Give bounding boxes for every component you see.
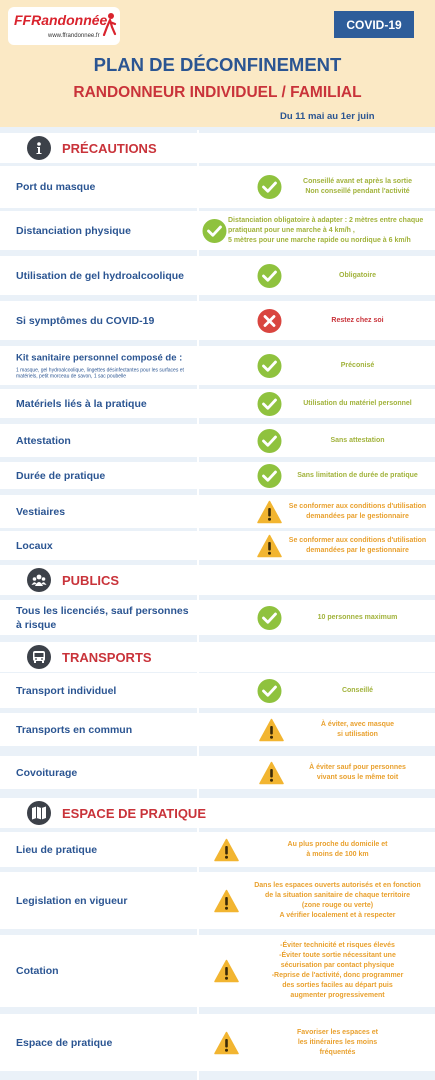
row-label — [16, 224, 197, 238]
section-header-espace — [0, 798, 435, 828]
row-label — [16, 604, 197, 632]
ffrandonnee-logo[interactable] — [8, 7, 120, 45]
row-label-text: Matériels liés à la pratique — [16, 397, 147, 410]
row-label-text: Transports en commun — [16, 723, 133, 736]
check-icon — [257, 353, 282, 378]
warning-icon — [259, 717, 284, 742]
warning-icon — [257, 533, 282, 558]
row-status-text: À éviter, avec masque si utilisation — [320, 720, 395, 738]
row-label — [16, 505, 197, 519]
check-icon — [202, 218, 227, 243]
table-row — [0, 211, 435, 250]
section-title: PUBLICS — [62, 573, 120, 588]
row-label-text: Distanciation physique — [16, 224, 131, 237]
table-row — [0, 301, 435, 340]
row-label-text: Attestation — [16, 434, 71, 447]
table-row — [0, 600, 435, 635]
table-row — [0, 713, 435, 746]
header-banner — [0, 0, 435, 127]
row-status-text: 10 personnes maximum — [317, 613, 398, 621]
row-label — [16, 180, 197, 194]
check-icon — [257, 391, 282, 416]
row-label — [16, 843, 197, 857]
row-label-text: Locaux — [16, 539, 53, 552]
map-icon — [27, 801, 51, 825]
table-row — [0, 424, 435, 457]
logo-url: www.ffrandonnee.fr — [48, 33, 100, 39]
row-label-text: Vestiaires — [16, 505, 66, 518]
row-label — [16, 314, 197, 328]
row-status-text: Sans attestation — [330, 436, 385, 444]
section-header-precautions — [0, 133, 435, 163]
table-row — [0, 166, 435, 208]
warning-icon — [214, 888, 239, 913]
table-row — [0, 756, 435, 789]
section-header-publics — [0, 565, 435, 595]
section-title: TRANSPORTS — [62, 650, 152, 665]
row-label-text: Cotation — [16, 965, 59, 977]
row-label-text: Durée de pratique — [16, 469, 106, 482]
table-row — [0, 872, 435, 929]
covid-badge: COVID-19 — [334, 11, 414, 38]
check-icon — [257, 263, 282, 288]
check-icon — [257, 463, 282, 488]
check-icon — [257, 428, 282, 453]
row-status-text: Favoriser les espaces et les itinéraires les moins fréquentés — [297, 1028, 378, 1056]
row-label — [16, 351, 197, 380]
row-label — [16, 469, 197, 483]
row-label — [16, 766, 197, 780]
row-label — [16, 723, 197, 737]
row-status-text: Au plus proche du domicile et à moins de 100 km — [287, 840, 388, 858]
logo-name: FFRandonnée — [14, 12, 108, 28]
page-title: PLAN DE DÉCONFINEMENT — [93, 54, 342, 75]
table-row — [0, 389, 435, 418]
table-row — [0, 1014, 435, 1071]
row-status-text: Distanciation obligatoire à adapter : 2 mètres entre chaque pratiquant pour une marche à 4 km/h , 5 mètres pour une marche rapide ou nordique à 6 km/h — [228, 216, 424, 244]
row-status-text: Se conformer aux conditions d'utilisation demandées par le gestionnaire — [288, 536, 427, 554]
section-header-transports — [0, 642, 435, 672]
row-status-text: Utilisation du matériel personnel — [303, 399, 412, 407]
row-status-text: À éviter sauf pour personnes vivant sous le même toit — [309, 763, 406, 781]
page-subtitle: RANDONNEUR INDIVIDUEL / FAMILIAL — [73, 84, 362, 101]
table-row — [0, 346, 435, 385]
row-status-text: Sans limitation de durée de pratique — [297, 471, 418, 479]
row-label — [16, 964, 197, 978]
row-status-text: Conseillé avant et après la sortie Non conseillé pendant l'activité — [303, 178, 412, 195]
bus-icon — [27, 645, 51, 669]
row-status-text: Conseillé — [341, 686, 374, 694]
check-icon — [257, 678, 282, 703]
table-row — [0, 462, 435, 489]
row-label — [16, 894, 197, 908]
row-label-detail: 1 masque, gel hydroalcoolique, lingettes désinfectantes pour les surfaces et matériels, petit morceau de savon, 1 sac poubelle — [16, 367, 184, 380]
row-status-text: Restez chez soi — [331, 316, 384, 324]
table-row — [0, 531, 435, 560]
row-label-text: Espace de pratique — [16, 1036, 113, 1049]
row-label — [16, 684, 197, 698]
warning-icon — [214, 1030, 239, 1055]
row-label — [16, 397, 197, 411]
section-title: PRÉCAUTIONS — [62, 141, 157, 156]
row-status-text: Dans les espaces ouverts autorisés et en fonction de la situation sanitaire de chaque territoire (zone rouge ou verte) A vérifier localement et à respecter — [254, 881, 421, 919]
row-label-text: Tous les licenciés, sauf personnes à risque — [16, 604, 189, 631]
people-icon — [27, 568, 51, 592]
table-row — [0, 495, 435, 528]
row-status-text: -Éviter technicité et risques élevés -Éviter toute sortie nécessitant une sécurisation par contact physique -Reprise de l'activité, donc programmer des sorties faciles au départ puis augmenter progressivement — [271, 942, 404, 999]
table-row — [0, 256, 435, 295]
table-row — [0, 832, 435, 867]
row-label — [16, 269, 197, 283]
row-label-text: Legislation en vigueur — [16, 894, 128, 907]
warning-icon — [214, 837, 239, 862]
row-label — [16, 1036, 197, 1050]
row-label-text: Transport individuel — [16, 684, 117, 697]
check-icon — [257, 175, 282, 200]
row-label-text: Utilisation de gel hydroalcoolique — [16, 269, 185, 282]
row-label-text: Kit sanitaire personnel composé de : — [16, 352, 183, 363]
warning-icon — [257, 499, 282, 524]
row-status-text: Obligatoire — [339, 271, 376, 279]
row-label-text: Si symptômes du COVID-19 — [16, 314, 155, 327]
warning-icon — [214, 959, 239, 984]
check-icon — [257, 605, 282, 630]
table-row — [0, 935, 435, 1007]
row-label — [16, 539, 197, 553]
row-label — [16, 434, 197, 448]
row-status-text: Se conformer aux conditions d'utilisation demandées par le gestionnaire — [288, 502, 427, 520]
row-label-text: Port du masque — [16, 181, 96, 193]
row-status-text: Préconisé — [340, 361, 375, 369]
row-label-text: Covoiturage — [16, 766, 78, 779]
section-title: ESPACE DE PRATIQUE — [62, 806, 206, 821]
date-range: Du 11 mai au 1er juin — [280, 111, 375, 122]
table-row — [0, 673, 435, 708]
hiker-icon — [102, 12, 118, 36]
warning-icon — [259, 760, 284, 785]
cross-icon — [257, 308, 282, 333]
row-label-text: Lieu de pratique — [16, 843, 98, 856]
info-icon — [27, 136, 51, 160]
